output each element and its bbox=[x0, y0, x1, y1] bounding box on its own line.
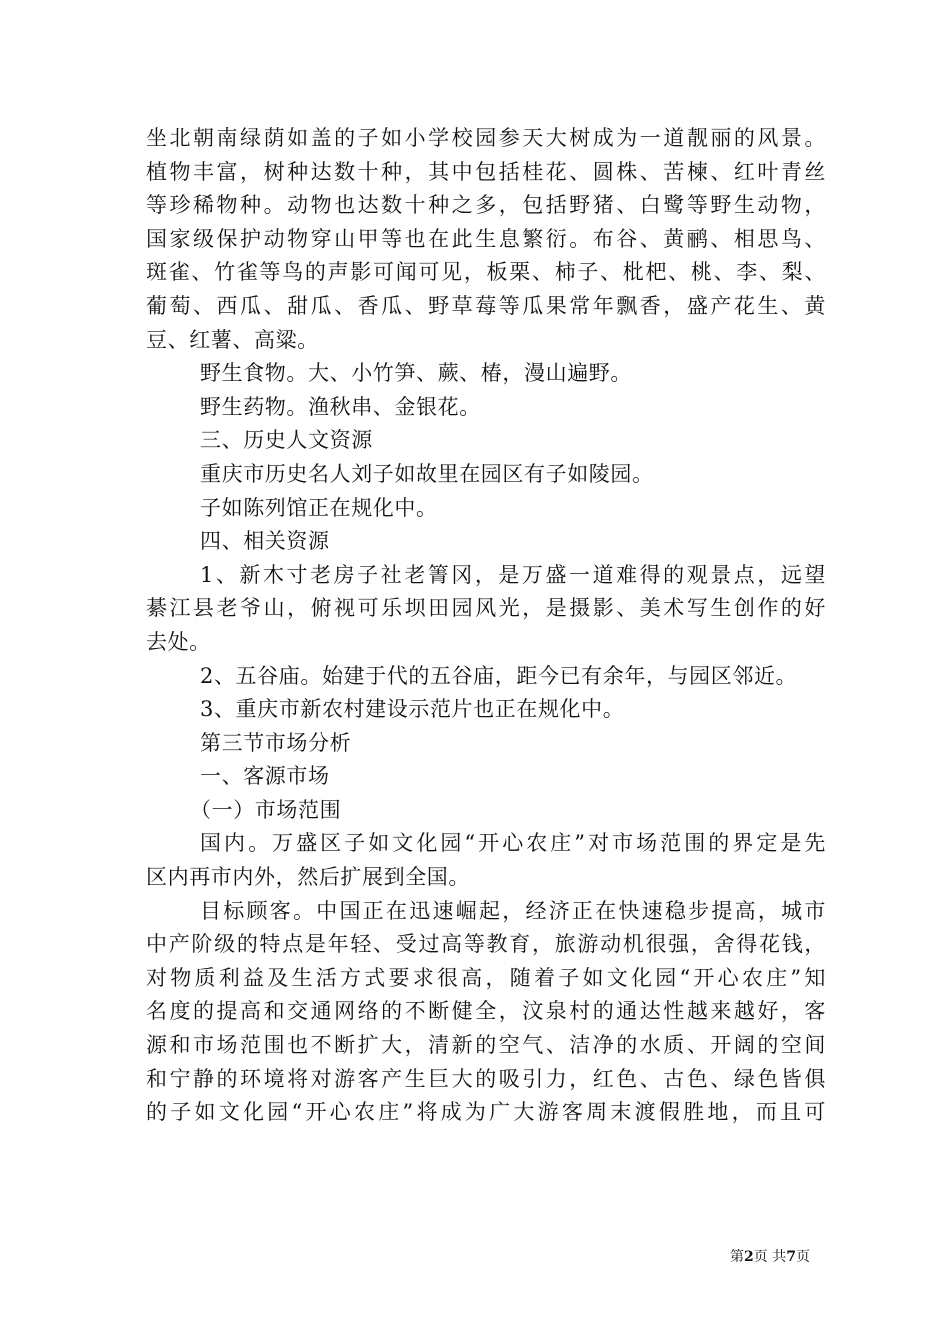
total-page-number: 7 bbox=[786, 1249, 796, 1265]
chapter-heading: 第三节市场分析 bbox=[200, 730, 352, 755]
section-heading: 四、相关资源 bbox=[200, 529, 330, 554]
text-line: 目标顾客。中国正在迅速崛起，经济正在快速稳步提高，城市 bbox=[200, 898, 826, 923]
footer-prefix: 第 bbox=[730, 1249, 745, 1265]
footer-suffix: 页 bbox=[796, 1249, 810, 1265]
text-line: 植物丰富，树种达数十种，其中包括桂花、圆株、苦楝、红叶青丝 bbox=[146, 159, 826, 184]
footer-middle: 页 共 bbox=[753, 1249, 787, 1265]
current-page-number: 2 bbox=[744, 1249, 754, 1265]
text-line: 斑雀、竹雀等鸟的声影可闻可见，板栗、柿子、枇杷、桃、李、梨、 bbox=[146, 260, 826, 285]
text-line: 1、新木寸老房子社老箐冈，是万盛一道难得的观景点，远望 bbox=[200, 562, 826, 587]
text-line: 区内再市内外，然后扩展到全国。 bbox=[146, 865, 470, 890]
text-line: 3、重庆市新农村建设示范片也正在规化中。 bbox=[200, 697, 625, 722]
text-line: 野生食物。大、小竹笋、蕨、椿，漫山遍野。 bbox=[200, 361, 632, 386]
text-line: 去处。 bbox=[146, 629, 211, 654]
text-line: 子如陈列馆正在规化中。 bbox=[200, 495, 438, 520]
text-line: 野生药物。渔秋串、金银花。 bbox=[200, 394, 481, 419]
text-line: 源和市场范围也不断扩大，清新的空气、洁净的水质、开阔的空间 bbox=[146, 1033, 826, 1058]
text-line: 綦江县老爷山，俯视可乐坝田园风光，是摄影、美术写生创作的好 bbox=[146, 596, 826, 621]
document-body bbox=[146, 122, 826, 1130]
text-line: 的子如文化园“开心农庄”将成为广大游客周末渡假胜地，而且可 bbox=[146, 1100, 826, 1125]
text-line: 豆、红薯、高粱。 bbox=[146, 327, 319, 352]
text-line: 等珍稀物种。动物也达数十种之多，包括野猪、白鹭等野生动物， bbox=[146, 193, 826, 218]
section-heading: 三、历史人文资源 bbox=[200, 428, 373, 453]
text-line: 中产阶级的特点是年轻、受过高等教育，旅游动机很强，舍得花钱， bbox=[146, 932, 826, 957]
text-line: 坐北朝南绿荫如盖的子如小学校园参天大树成为一道靓丽的风景。 bbox=[146, 126, 826, 150]
text-line: 葡萄、西瓜、甜瓜、香瓜、野草莓等瓜果常年飘香，盛产花生、黄 bbox=[146, 293, 826, 318]
text-line: 重庆市历史名人刘子如故里在园区有子如陵园。 bbox=[200, 461, 654, 486]
text-line: 国家级保护动物穿山甲等也在此生息繁衍。布谷、黄鹂、相思鸟、 bbox=[146, 226, 826, 251]
text-line: 对物质利益及生活方式要求很高，随着子如文化园“开心农庄”知 bbox=[146, 965, 826, 990]
text-line: 2、五谷庙。始建于代的五谷庙，距今已有余年，与园区邻近。 bbox=[200, 663, 798, 688]
text-line: 国内。万盛区子如文化园“开心农庄”对市场范围的界定是先 bbox=[200, 831, 826, 856]
section-heading: 一、客源市场 bbox=[200, 764, 330, 789]
text-line: 和宁静的环境将对游客产生巨大的吸引力，红色、古色、绿色皆俱 bbox=[146, 1066, 826, 1091]
page-footer bbox=[0, 1246, 810, 1266]
text-line: 名度的提高和交通网络的不断健全，汶泉村的通达性越来越好，客 bbox=[146, 999, 826, 1024]
subsection-heading: （一）市场范围 bbox=[190, 797, 342, 822]
